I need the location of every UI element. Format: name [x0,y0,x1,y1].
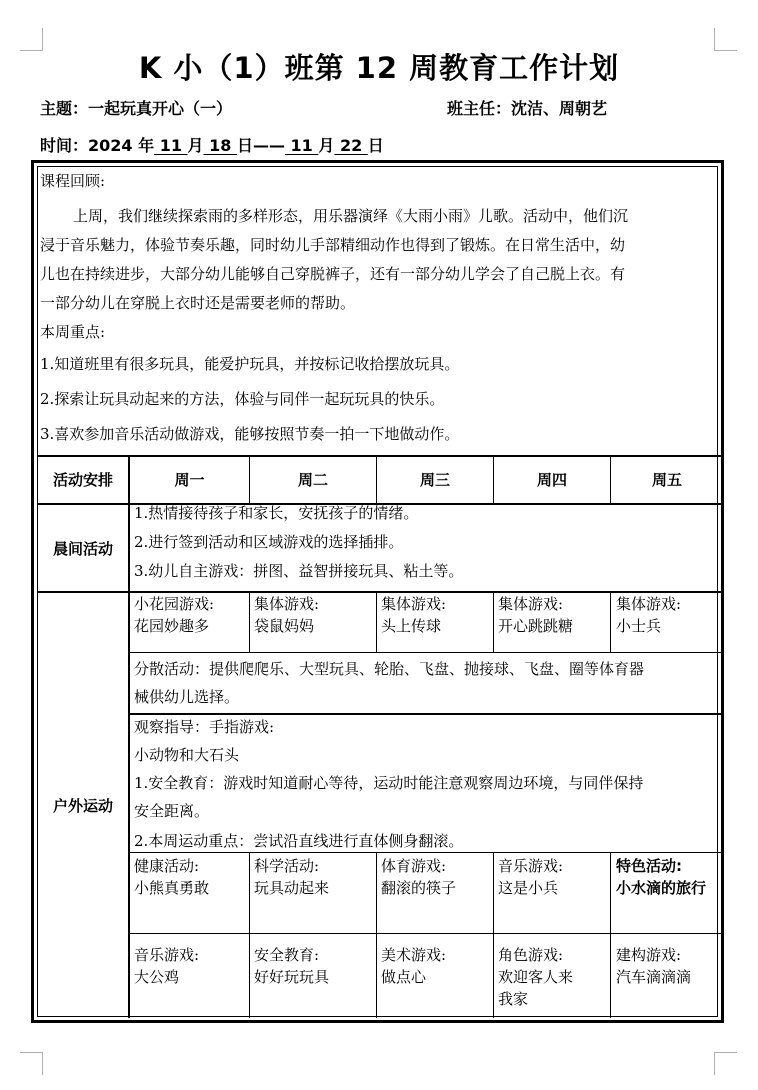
activity-r2-monday-type: 音乐游戏: [134,946,200,964]
activity-r1-thursday [498,855,608,899]
header-friday: 周五 [651,471,682,489]
activity-r1-tuesday [254,855,374,899]
game-thursday-type: 集体游戏: [498,595,564,613]
focus-item-1: 1.知道班里有很多玩具，能爱护玩具，并按标记收拾摆放玩具。 [40,355,460,373]
game-friday-type: 集体游戏: [616,595,682,613]
teacher-line [447,96,607,119]
game-friday-name: 小士兵 [616,617,662,635]
header-wednesday: 周三 [419,471,450,489]
game-thursday [498,593,608,637]
start-day: 18 [203,136,237,155]
focus-heading: 本周重点: [40,323,106,341]
game-monday-type: 小花园游戏: [134,595,215,613]
morning-item-3: 3.幼儿自主游戏：拼图、益智拼接玩具、粘土等。 [134,562,464,580]
activity-r1-thursday-type: 音乐游戏: [498,857,564,875]
game-wednesday [381,593,491,637]
col-divider-g3 [493,591,494,652]
theme-label: 主题： [40,99,89,118]
day-dash: 日—— [236,136,285,155]
guidance-line-5: 2.本周运动重点：尝试沿直线进行直体侧身翻滚。 [134,832,464,850]
label-column-divider [128,455,130,1018]
header-tuesday: 周二 [297,471,328,489]
activity-r2-friday-name: 汽车滴滴滴 [616,968,692,986]
activity-r1-monday-type: 健康活动: [134,857,200,875]
activity-r1-wednesday-type: 体育游戏: [381,857,447,875]
review-line-1: 上周，我们继续探索雨的多样形态，用乐器演绎《大雨小雨》儿歌。活动中，他们沉 [73,207,629,225]
col-divider-a2 [376,852,377,1018]
scatter-line-1: 分散活动：提供爬爬乐、大型玩具、轮胎、飞盘、抛接球、飞盘、圈等体育器 [134,660,645,678]
divider-activities-mid [129,933,723,934]
header-monday: 周一 [174,471,205,489]
col-divider-g1 [249,591,250,652]
col-divider-a4 [610,852,611,1018]
crop-mark-bottom-right [714,1052,737,1075]
plan-table [31,160,724,1023]
activity-r2-thursday-name-line1: 欢迎客人来 [498,968,574,986]
page-title: K 小（1）班第 12 周教育工作计划 [138,51,620,85]
teacher-label: 班主任： [447,99,512,118]
activity-r2-thursday-name-line2: 我家 [498,990,529,1008]
activity-r1-wednesday [381,855,491,899]
activity-r1-monday [134,855,246,899]
activity-r2-tuesday-type: 安全教育: [254,946,320,964]
game-thursday-name: 开心跳跳糖 [498,617,574,635]
activity-r1-wednesday-name: 翻滚的筷子 [381,879,457,897]
header-thursday: 周四 [536,471,567,489]
col-divider-a3 [493,852,494,1018]
time-year: 2024 年 [88,136,155,155]
divider-scatter-bottom [129,713,723,715]
col-divider-a1 [249,852,250,1018]
activity-r2-wednesday-name: 做点心 [381,968,427,986]
game-tuesday-name: 袋鼠妈妈 [254,617,315,635]
activity-r2-wednesday-type: 美术游戏: [381,946,447,964]
activity-r1-tuesday-name: 玩具动起来 [254,879,330,897]
col-divider-g4 [610,591,611,652]
activity-r1-thursday-name: 这是小兵 [498,879,559,897]
divider-games-bottom [129,652,723,653]
activity-r2-tuesday-name: 好好玩玩具 [254,968,330,986]
theme-value: 一起玩真开心（一） [88,99,233,118]
scatter-line-2: 械供幼儿选择。 [134,688,240,706]
review-line-4: 一部分幼儿在穿脱上衣时还是需要老师的帮助。 [40,294,356,312]
morning-label: 晨间活动 [52,540,113,558]
plan-table-inner [37,166,718,1017]
col-divider-g2 [376,591,377,652]
guidance-line-2: 小动物和大石头 [134,746,240,764]
month-char-2: 月 [318,136,335,155]
morning-item-2: 2.进行签到活动和区域游戏的选择插排。 [134,533,404,551]
game-monday-name: 花园妙趣多 [134,617,210,635]
game-tuesday-type: 集体游戏: [254,595,320,613]
morning-item-1: 1.热情接待孩子和家长，安抚孩子的情绪。 [134,504,419,522]
game-wednesday-name: 头上传球 [381,617,442,635]
activity-r2-thursday-type: 角色游戏: [498,946,564,964]
game-wednesday-type: 集体游戏: [381,595,447,613]
focus-item-2: 2.探索让玩具动起来的方法，体验与同伴一起玩玩具的快乐。 [40,390,445,408]
activity-r2-thursday [498,944,608,1010]
guidance-line-3: 1.安全教育：游戏时知道耐心等待，运动时能注意观察周边环境，与同伴保持 [134,774,644,792]
focus-item-3: 3.喜欢参加音乐活动做游戏，能够按照节奏一拍一下地做动作。 [40,425,460,443]
time-line [40,133,384,156]
end-day: 22 [334,136,368,155]
crop-mark-bottom-left [20,1052,43,1075]
game-tuesday [254,593,374,637]
activity-r2-monday [134,944,246,988]
theme-line [40,96,232,119]
day-char: 日 [367,136,384,155]
start-month: 11 [154,136,188,155]
activity-r2-tuesday [254,944,374,988]
activity-r1-friday-name: 小水滴的旅行 [616,879,707,897]
month-char-1: 月 [187,136,204,155]
divider-header-top [38,455,723,457]
end-month: 11 [284,136,319,155]
time-label: 时间： [40,136,89,155]
review-heading: 课程回顾: [40,172,106,190]
game-friday [616,593,722,637]
guidance-line-4: 安全距离。 [134,802,210,820]
activity-r2-monday-name: 大公鸡 [134,968,180,986]
activity-r1-tuesday-type: 科学活动: [254,857,320,875]
activity-r2-friday [616,944,722,988]
activity-r1-friday-type: 特色活动: [616,857,682,875]
guidance-line-1: 观察指导：手指游戏: [134,718,275,736]
activity-r2-friday-type: 建构游戏: [616,946,682,964]
teacher-value: 沈洁、周朝艺 [511,99,608,118]
divider-guidance-bottom [129,852,723,853]
review-line-3: 儿也在持续进步，大部分幼儿能够自己穿脱裤子，还有一部分幼儿学会了自己脱上衣。有 [40,265,626,283]
activity-r1-friday [616,855,722,899]
header-activity-label: 活动安排 [52,471,113,489]
activity-r2-wednesday [381,944,491,988]
game-monday [134,593,246,637]
activity-r1-monday-name: 小熊真勇敢 [134,879,210,897]
outdoor-label: 户外运动 [52,797,113,815]
review-line-2: 浸于音乐魅力，体验节奏乐趣，同时幼儿手部精细动作也得到了锻炼。在日常生活中，幼 [40,236,626,254]
